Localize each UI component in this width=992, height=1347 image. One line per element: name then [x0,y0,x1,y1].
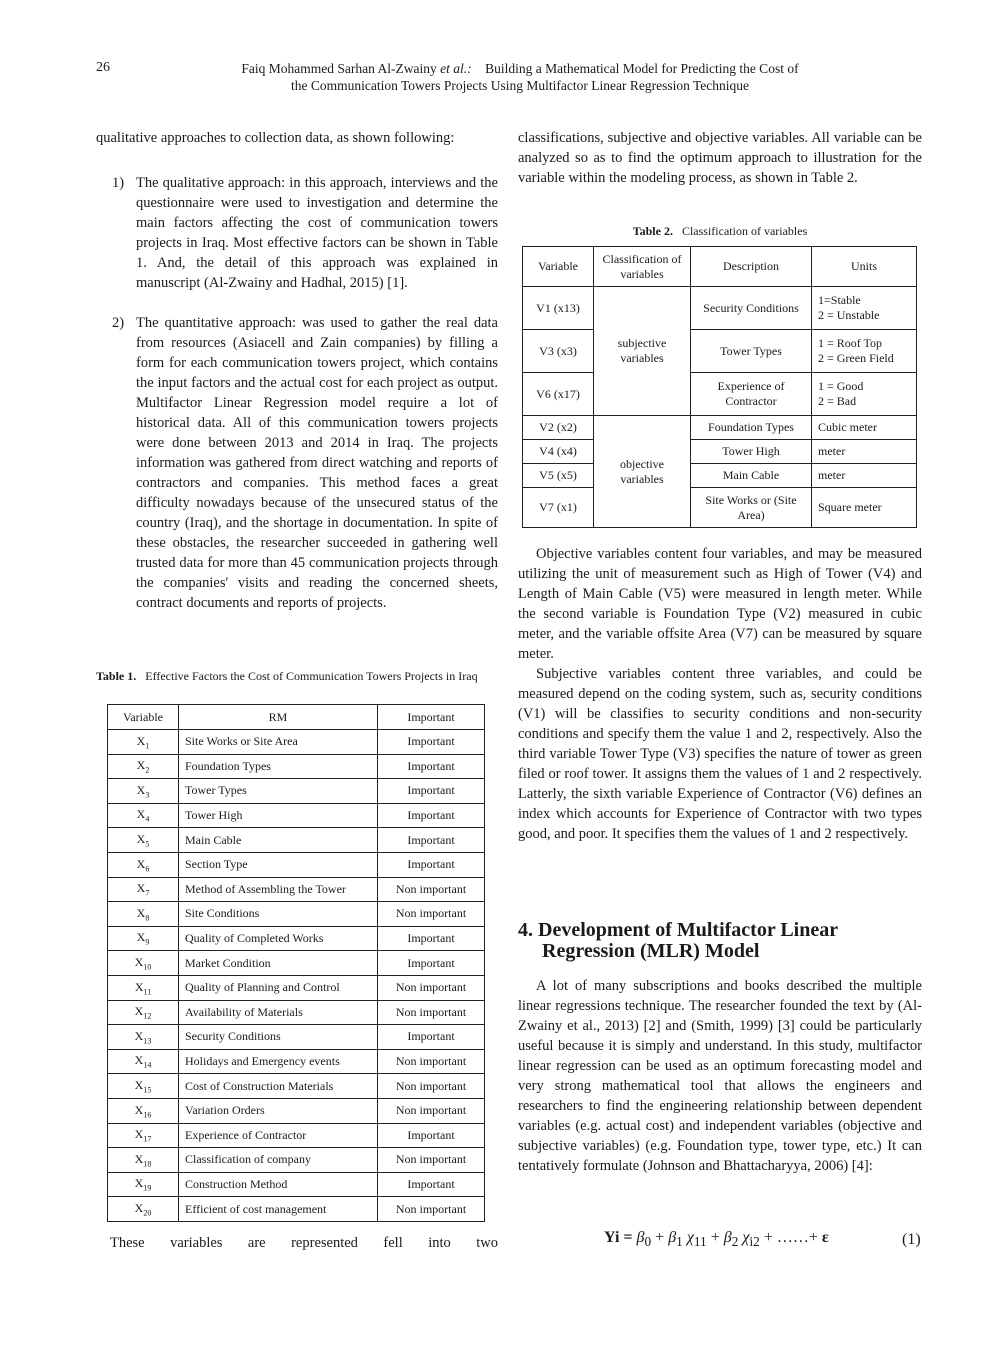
table1-cell-important: Non important [378,902,485,927]
table1-cell-important: Important [378,779,485,804]
table1-cell-variable [108,1197,179,1222]
table2-header-description: Description [691,247,812,287]
units-line: 2 = Green Field [818,351,894,365]
table1-cell-rm: Market Condition [179,951,378,976]
table1-cell-rm: Tower High [179,803,378,828]
header-authors: Faiq Mohammed Sarhan Al-Zwainy [241,61,437,76]
table-row [108,902,485,927]
table1-cell-variable [108,902,179,927]
eq-beta1-sub: 1 [676,1234,683,1250]
variable-subscript: 10 [143,962,152,972]
table1-cell-variable [108,1172,179,1197]
table1-cell-rm: Availability of Materials [179,1000,378,1025]
header-title-line-2: the Communication Towers Projects Using Multifactor Linear Regression Technique [290,78,750,93]
table2-cell-description: Tower Types [691,330,812,373]
list-marker: 2) [112,315,125,331]
table-row [108,975,485,1000]
eq-chi1: χ [686,1229,694,1246]
table2-cell-description: Foundation Types [691,416,812,440]
left-closing-text: These variables are represented fell into two [110,1235,498,1251]
table2-label: Table 2. [632,224,673,238]
variable-symbol: X [134,1004,144,1019]
table1-label: Table 1. [96,669,137,683]
table1-cell-variable [108,1025,179,1050]
table1-cell-important: Non important [378,1098,485,1123]
table2-cell-variable: V3 (x3) [523,330,594,373]
table1-cell-variable [108,1098,179,1123]
table-row [108,1123,485,1148]
table2-cell-description: Site Works or (Site Area) [691,488,812,528]
eq-chi2-sub: i2 [749,1234,760,1250]
eq-lhs: Yi [604,1229,620,1246]
table2-caption-text: Classification of variables [681,224,808,238]
list-item [112,173,498,293]
table1-cell-important: Non important [378,1049,485,1074]
variable-subscript: 15 [143,1085,152,1095]
section-title-2: Regression (MLR) Model [542,940,760,962]
table1-cell-variable [108,926,179,951]
table1-cell-important: Non important [378,1148,485,1173]
variable-symbol: X [134,1151,144,1166]
variable-subscript: 7 [145,888,150,898]
table1-cell-rm: Section Type [179,852,378,877]
table1-cell-important: Important [378,803,485,828]
table1-cell-important: Non important [378,1074,485,1099]
table1-cell-important: Important [378,1025,485,1050]
right-intro-paragraph: classifications, subjective and objective variables. All variable can be analyzed so as to find the optimum approach to illustration for the variable within the modeling process, as shown in Table 2. [518,130,922,186]
variable-symbol: X [136,930,146,945]
variable-symbol: X [136,733,146,748]
table2-header-variable: Variable [523,247,594,287]
section-heading-line-1 [518,920,922,941]
table1-cell-rm: Quality of Completed Works [179,926,378,951]
table-row [108,1197,485,1222]
table2-cell-variable: V2 (x2) [523,416,594,440]
variable-symbol: X [136,905,146,920]
variable-symbol: X [134,1077,144,1092]
table2 [522,246,917,528]
table2-cell-description: Main Cable [691,464,812,488]
variable-symbol: X [134,1028,144,1043]
table2-cell-units: Square meter [812,488,917,528]
table2-header-units: Units [812,247,917,287]
left-intro-paragraph: qualitative approaches to collection data, as shown following: [96,130,455,146]
table1-cell-rm: Foundation Types [179,754,378,779]
table1-cell-variable [108,877,179,902]
table-row [523,373,917,416]
table1-cell-variable [108,951,179,976]
table1-cell-rm: Method of Assembling the Tower [179,877,378,902]
list-item-text: The qualitative approach: in this approach, interviews and the questionnaire were used to investigation and determine the main factors affecting the cost of communication towers projects in Iraq. Most effective factors can be shown in Table 1. And, the detail of this approach was explained in manuscript (Al-Zwainy and Hadhal, 2015) [1]. [136,175,498,291]
variable-subscript: 4 [145,814,150,824]
table-row [108,951,485,976]
eq-beta0-sub: 0 [644,1234,652,1250]
table1-cell-variable [108,1123,179,1148]
variable-symbol: X [136,831,146,846]
table2-cell-units: Cubic meter [812,416,917,440]
table1-header-variable: Variable [108,705,179,730]
variable-subscript: 2 [145,765,150,775]
table-row [108,828,485,853]
table1-header-important: Important [378,705,485,730]
variable-subscript: 3 [145,790,150,800]
table2-cell-variable: V4 (x4) [523,440,594,464]
table1-cell-important: Important [378,828,485,853]
variable-symbol: X [134,1053,144,1068]
variable-symbol: X [134,1102,144,1117]
table1-cell-important: Non important [378,877,485,902]
paragraph-mlr: A lot of many subscriptions and books described the multiple linear regressions technique. The researcher founded the text by (Al-Zwainy et al., 2013) [2] and (Smith, 1999) [3] could be particularly useful because it is simply and understand. In this study, multifactor linear regression can be used as an optimum forecasting model and very strong mathematical tool that allows the engineers and researchers to find the engineering relationship between dependent variables (e.g. actual cost) and independent variables (objective and subjective variables) (e.g. Foundation type, tower type, etc.) It can tentatively formulate (Johnson and Bhattacharyya, 2006) [4]: [518,978,922,1174]
eq-chi1-sub: 11 [693,1234,707,1250]
table-row [108,754,485,779]
table1-cell-rm: Efficient of cost management [179,1197,378,1222]
table1-cell-rm: Security Conditions [179,1025,378,1050]
variable-symbol: X [136,856,146,871]
table2-caption [518,224,922,238]
units-line: 2 = Bad [818,394,857,408]
units-line: 1 = Good [818,379,864,393]
table1 [107,704,485,1222]
page-number: 26 [96,60,110,75]
equation-1 [604,1229,829,1250]
table-row [108,852,485,877]
table2-cell-description: Tower High [691,440,812,464]
units-line: 2 = Unstable [818,308,880,322]
eq-tail: + ……+ [763,1229,818,1246]
variable-subscript: 11 [143,986,152,996]
table-row [108,1000,485,1025]
table1-header-rm: RM [179,705,378,730]
table1-cell-important: Important [378,926,485,951]
table-row [523,287,917,330]
table1-cell-rm: Quality of Planning and Control [179,975,378,1000]
list-item [112,313,498,613]
table1-caption [96,669,498,683]
table-row [523,330,917,373]
variable-symbol: X [134,979,144,994]
table1-caption-text: Effective Factors the Cost of Communication Towers Projects in Iraq [145,669,478,683]
variable-subscript: 12 [143,1011,152,1021]
running-header [170,60,870,94]
table1-cell-important: Important [378,754,485,779]
table1-cell-variable [108,852,179,877]
header-title-line-1: Building a Mathematical Model for Predicting the Cost of [485,61,799,76]
eq-chi2: χ [742,1229,750,1246]
table1-header-row [108,705,485,730]
table1-cell-rm: Cost of Construction Materials [179,1074,378,1099]
variable-symbol: X [136,807,146,822]
header-etal: et al.: [436,61,472,76]
table1-cell-variable [108,1049,179,1074]
variable-subscript: 1 [145,740,150,750]
table-row [108,1049,485,1074]
table1-cell-variable [108,1148,179,1173]
table1-cell-rm: Site Works or Site Area [179,730,378,755]
running-header-line-1 [170,60,870,77]
variable-subscript: 9 [145,937,150,947]
table2-cell-variable: V7 (x1) [523,488,594,528]
table1-cell-variable [108,1074,179,1099]
table2-cell-description: Security Conditions [691,287,812,330]
table-row [523,440,917,464]
eq-beta0: β [636,1229,645,1246]
table1-cell-rm: Holidays and Emergency events [179,1049,378,1074]
table-row [108,926,485,951]
table2-cell-units [812,287,917,330]
table1-cell-variable [108,975,179,1000]
table1-cell-variable [108,730,179,755]
table2-cell-units [812,330,917,373]
table-row [523,488,917,528]
variable-subscript: 14 [143,1060,152,1070]
units-line: 1=Stable [818,293,861,307]
variable-subscript: 13 [143,1036,152,1046]
table1-cell-variable [108,803,179,828]
table-row [108,877,485,902]
table2-subjective-label: subjective variables [594,287,691,416]
table2-cell-units: meter [812,440,917,464]
table1-cell-rm: Tower Types [179,779,378,804]
variable-symbol: X [136,881,146,896]
eq-error: ε [821,1229,829,1246]
eq-equals: = [623,1229,633,1246]
variable-subscript: 20 [143,1208,152,1218]
variable-subscript: 16 [143,1109,152,1119]
list-item-text: The quantitative approach: was used to gather the real data from resources (Asiacell and Zain companies) by filling a form for each communication towers project, which contains the input factors and the actual cost for each project as output. Multifactor Linear Regression model require a lot of historical data. All of this communication towers projects were done between 2013 and 2014 in Iraq. The projects information was gathered from direct watching and reports of contractors and companies. This method faces a great difficulty nowadays because of the unsecured status of the country (Iraq), and the shortage in documentation. In spite of these obstacles, the researcher succeeded in gathering well trusted data for more than 45 communication projects through the companies' visits and reading the concerned sheets, contract documents and reports of projects. [136,315,498,611]
section-title-1: Development of Multifactor Linear [538,919,839,941]
section-number: 4. [518,919,533,941]
table-row [108,1074,485,1099]
variable-subscript: 5 [145,839,150,849]
table1-cell-variable [108,779,179,804]
variable-symbol: X [134,1127,144,1142]
table-row [108,779,485,804]
table1-cell-important: Important [378,1123,485,1148]
table-row [108,803,485,828]
paragraph-objective: Objective variables content four variables, and may be measured utilizing the unit of measurement such as High of Tower (V4) and Length of Main Cable (V5) were measured in length meter. While the second variable is Foundation Type (V2) measured in cubic meter, and the variable offsite Area (V7) can be measured by square meter. [518,546,922,662]
table1-cell-important: Important [378,951,485,976]
table1-cell-important: Important [378,852,485,877]
table1-cell-rm: Site Conditions [179,902,378,927]
table2-cell-variable: V5 (x5) [523,464,594,488]
eq-plus: + [710,1229,720,1246]
table2-cell-units [812,373,917,416]
table1-cell-important: Important [378,1172,485,1197]
table-row [523,416,917,440]
table1-cell-rm: Classification of company [179,1148,378,1173]
variable-subscript: 8 [145,913,150,923]
variable-symbol: X [136,758,146,773]
section-heading [518,920,922,962]
variable-subscript: 18 [143,1159,152,1169]
table1-cell-variable [108,754,179,779]
table-row [108,730,485,755]
table2-cell-units: meter [812,464,917,488]
table1-body [108,730,485,1222]
table-row [108,1172,485,1197]
variable-subscript: 17 [143,1134,152,1144]
variable-symbol: X [134,954,144,969]
table2-cell-variable: V6 (x17) [523,373,594,416]
table-row [523,464,917,488]
table1-cell-important: Important [378,730,485,755]
units-line: 1 = Roof Top [818,336,883,350]
table2-header-classification: Classification of variables [594,247,691,287]
table1-cell-variable [108,1000,179,1025]
eq-plus: + [655,1229,665,1246]
table2-header-row [523,247,917,287]
variable-subscript: 19 [143,1183,152,1193]
table1-cell-important: Non important [378,1197,485,1222]
table1-cell-important: Non important [378,1000,485,1025]
table-row [108,1148,485,1173]
table2-cell-variable: V1 (x13) [523,287,594,330]
variable-symbol: X [134,1176,144,1191]
table1-cell-rm: Construction Method [179,1172,378,1197]
table1-cell-variable [108,828,179,853]
paragraph-subjective: Subjective variables content three variables, and could be measured depend on the coding system, such as, security conditions (V1) will be classifies to security conditions and non-security conditions and specify them the value 1 and 2, respectively. Also the third variable Tower Type (V3) specifies the nature of tower as green filed or roof tower. It assigns them the values of 1 and 2 respectively. Latterly, the sixth variable Experience of Contractor (V6) defines an index which accounts for Experience of Contractor with two types good, and poor. It specifies them the values of 1 and 2 respectively. [518,666,922,842]
table2-objective-label: objective variables [594,416,691,528]
table1-cell-important: Non important [378,975,485,1000]
equation-number: (1) [902,1231,921,1248]
variable-symbol: X [136,782,146,797]
eq-beta1: β [668,1229,677,1246]
variable-symbol: X [134,1200,144,1215]
table-row [108,1098,485,1123]
table-row [108,1025,485,1050]
table1-cell-rm: Variation Orders [179,1098,378,1123]
table1-cell-rm: Main Cable [179,828,378,853]
eq-beta2: β [723,1229,732,1246]
table1-cell-rm: Experience of Contractor [179,1123,378,1148]
variable-subscript: 6 [145,863,150,873]
table2-cell-description: Experience of Contractor [691,373,812,416]
eq-beta2-sub: 2 [731,1234,739,1250]
list-marker: 1) [112,175,125,191]
